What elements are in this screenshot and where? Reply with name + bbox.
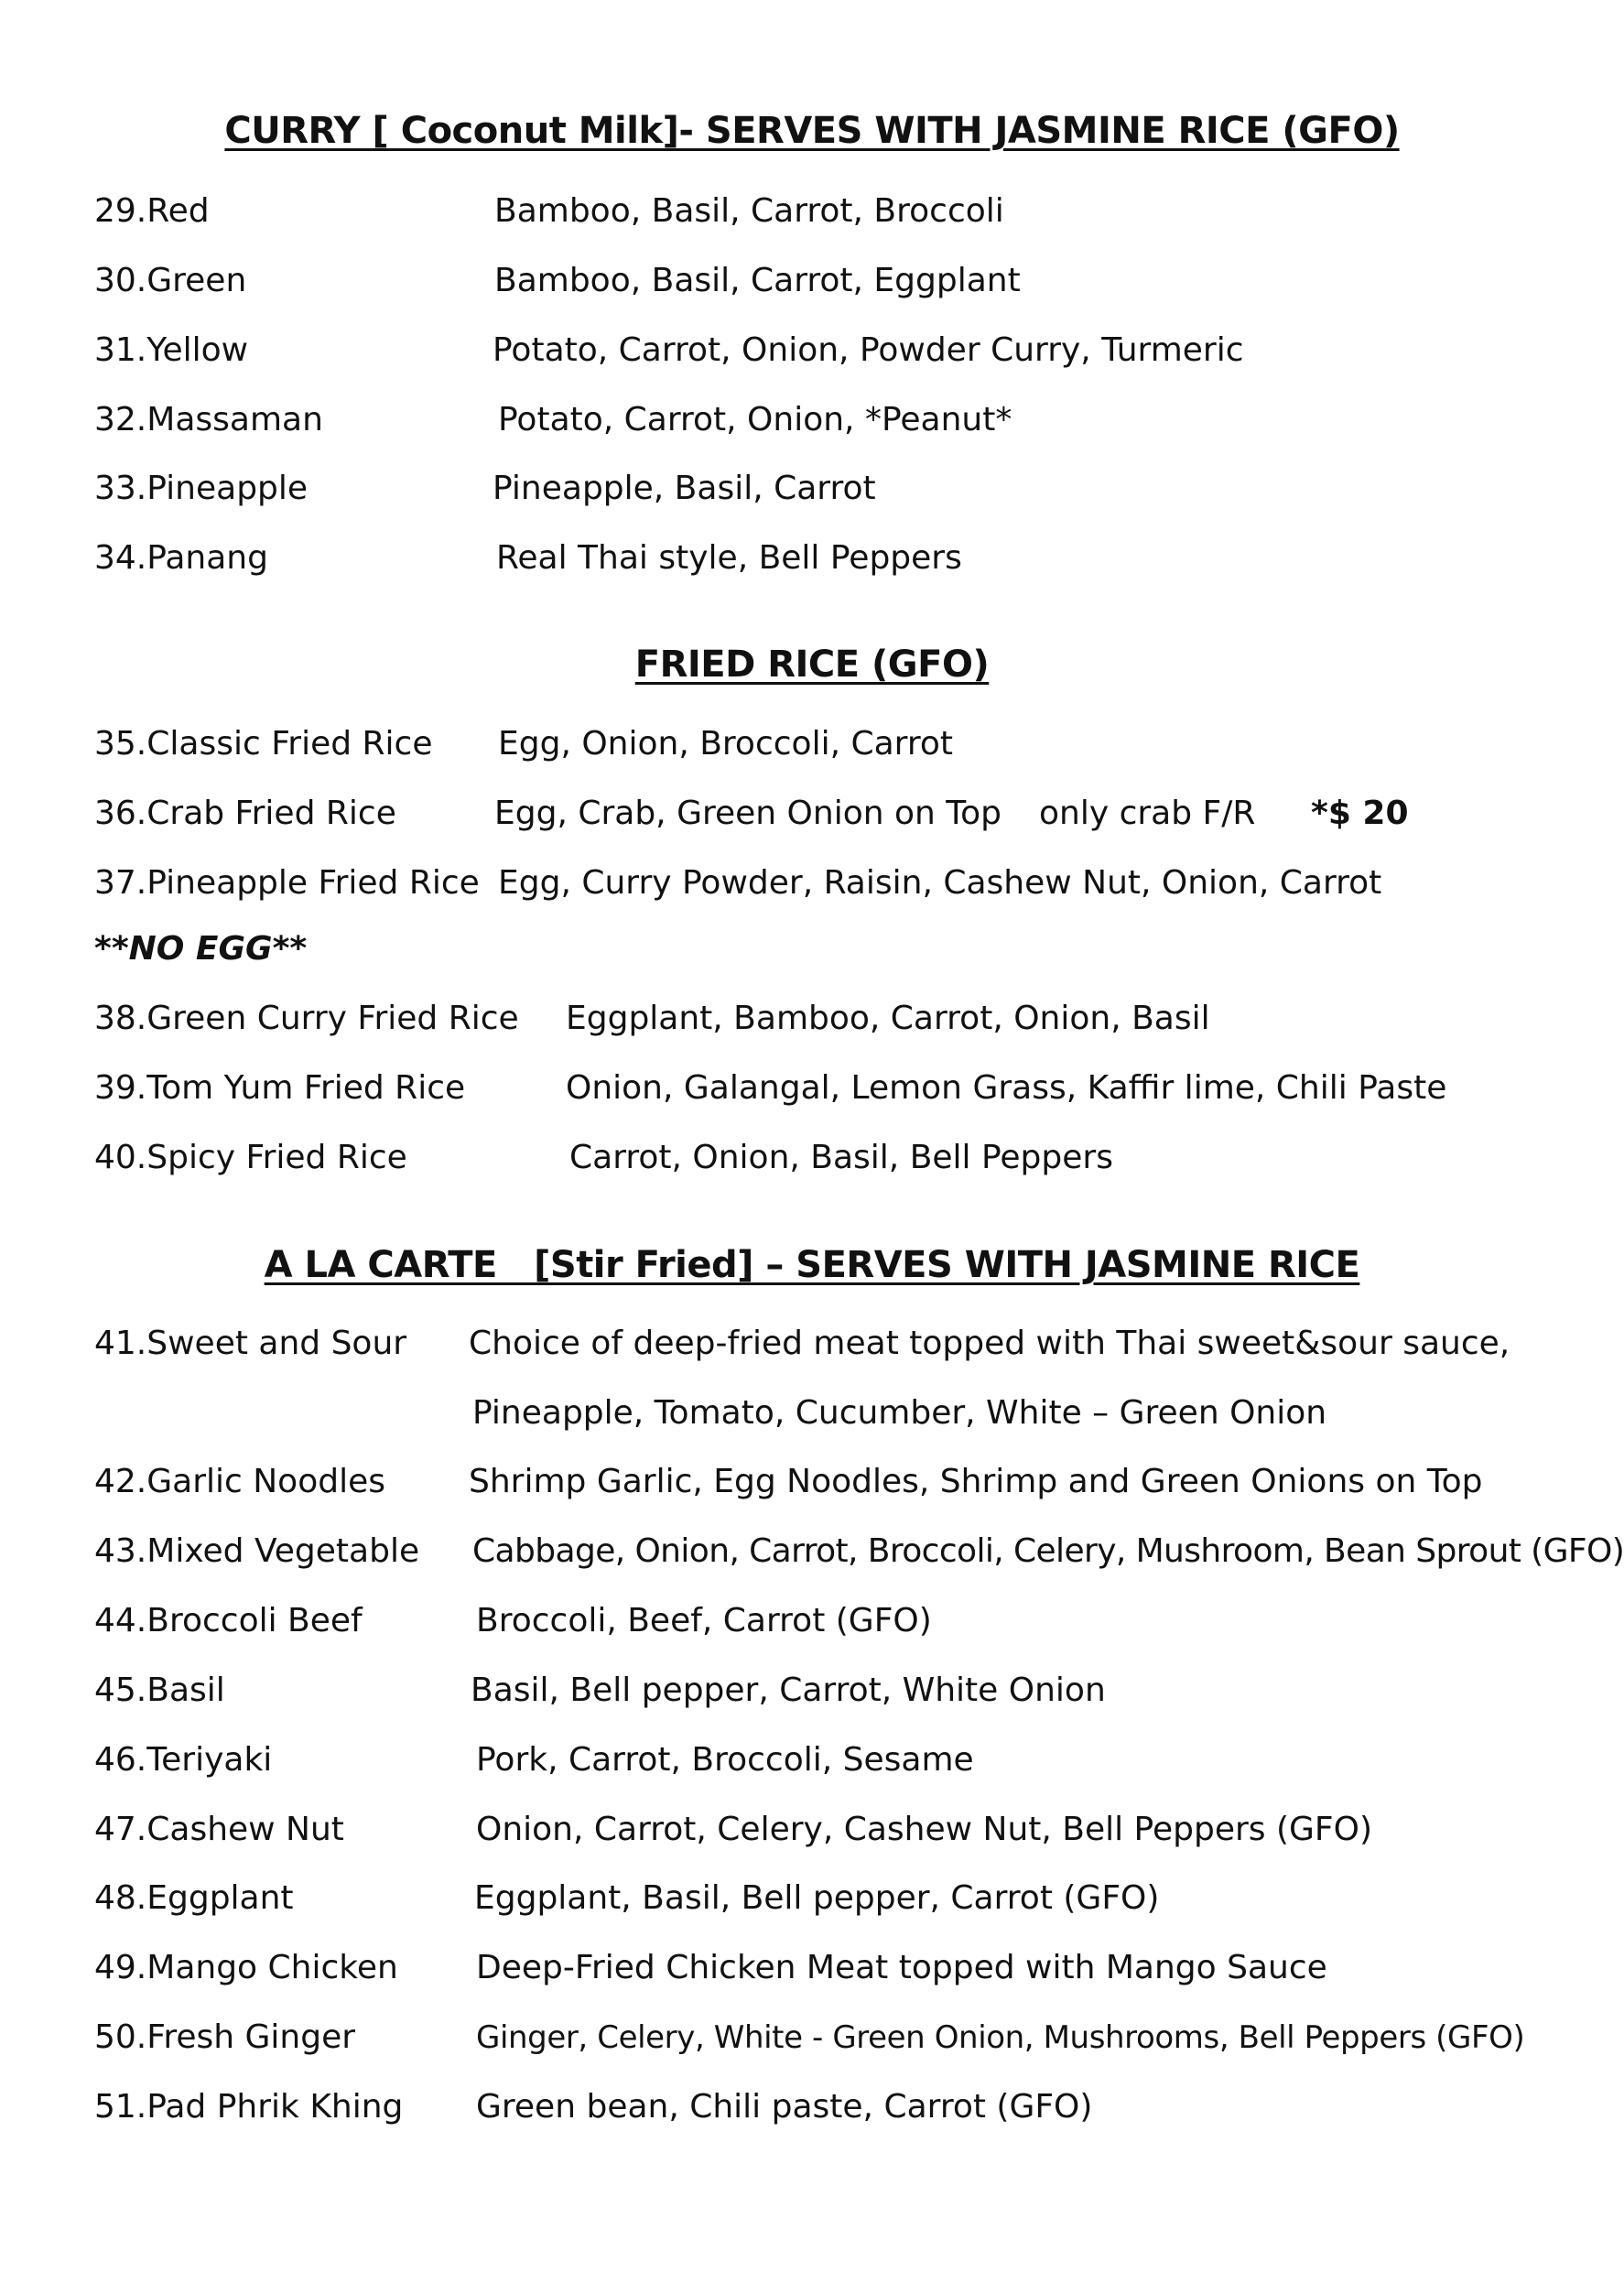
menu-item-description: Basil, Bell pepper, Carrot, White Onion xyxy=(471,1672,1106,1709)
menu-item-name: 44.Broccoli Beef xyxy=(94,1602,363,1639)
menu-item-description: Deep-Fried Chicken Meat topped with Mango Sauce xyxy=(476,1949,1327,1986)
menu-item-description: Pineapple, Tomato, Cucumber, White – Green Onion xyxy=(472,1394,1327,1432)
menu-item-description: Bamboo, Basil, Carrot, Broccoli xyxy=(494,192,1004,230)
menu-item-name: 35.Classic Fried Rice xyxy=(94,725,433,763)
menu-item-description: Eggplant, Basil, Bell pepper, Carrot (GFO) xyxy=(474,1879,1160,1917)
menu-item-description: Onion, Galangal, Lemon Grass, Kaffir lime, Chili Paste xyxy=(566,1069,1447,1107)
menu-item-note: only crab F/R xyxy=(1039,795,1256,832)
menu-item-description: Potato, Carrot, Onion, Powder Curry, Turmeric xyxy=(493,331,1244,369)
menu-item-name: 43.Mixed Vegetable xyxy=(94,1532,420,1570)
menu-item-description: Egg, Curry Powder, Raisin, Cashew Nut, Onion, Carrot xyxy=(498,864,1382,902)
menu-item-name: 47.Cashew Nut xyxy=(94,1811,344,1848)
menu-item-description: Carrot, Onion, Basil, Bell Peppers xyxy=(569,1139,1113,1176)
no-egg-label: **NO EGG** xyxy=(94,930,308,968)
menu-item-description: Pineapple, Basil, Carrot xyxy=(493,470,876,507)
menu-item-name: 29.Red xyxy=(94,192,210,230)
menu-item-name: 48.Eggplant xyxy=(94,1879,294,1917)
menu-item-description: Green bean, Chili paste, Carrot (GFO) xyxy=(476,2088,1093,2126)
menu-item-description: Broccoli, Beef, Carrot (GFO) xyxy=(476,1602,932,1639)
menu-item-name: 46.Teriyaki xyxy=(94,1741,273,1779)
menu-item-description: Choice of deep-fried meat topped with Thai sweet&sour sauce, xyxy=(469,1325,1510,1362)
menu-item-description: Eggplant, Bamboo, Carrot, Onion, Basil xyxy=(566,1000,1210,1037)
fried-rice-section-title: FRIED RICE (GFO) xyxy=(634,644,990,686)
menu-item-description: Shrimp Garlic, Egg Noodles, Shrimp and Green Onions on Top xyxy=(469,1463,1483,1500)
menu-item-name: 34.Panang xyxy=(94,539,268,577)
menu-item-description: Real Thai style, Bell Peppers xyxy=(496,539,962,577)
menu-item-name: 41.Sweet and Sour xyxy=(94,1325,407,1362)
menu-item-description: Pork, Carrot, Broccoli, Sesame xyxy=(476,1741,974,1779)
menu-item-description: Egg, Crab, Green Onion on Top xyxy=(494,795,1002,832)
menu-item-name: 32.Massaman xyxy=(94,401,323,438)
menu-item-description: Potato, Carrot, Onion, *Peanut* xyxy=(498,401,1012,438)
curry-section-title: CURRY [ Coconut Milk]- SERVES WITH JASMINE RICE (GFO) xyxy=(224,110,1400,152)
menu-item-description: Ginger, Celery, White - Green Onion, Mushrooms, Bell Peppers (GFO) xyxy=(476,2019,1525,2056)
menu-item-name: 50.Fresh Ginger xyxy=(94,2018,356,2056)
menu-item-name: 33.Pineapple xyxy=(94,470,309,507)
menu-item-name: 45.Basil xyxy=(94,1672,225,1709)
menu-item-name: 36.Crab Fried Rice xyxy=(94,795,396,832)
menu-item-description: Bamboo, Basil, Carrot, Eggplant xyxy=(494,262,1021,299)
menu-item-name: 40.Spicy Fried Rice xyxy=(94,1139,407,1176)
menu-item-name: 51.Pad Phrik Khing xyxy=(94,2088,404,2126)
a-la-carte-section-title: A LA CARTE [Stir Fried] – SERVES WITH JASMINE RICE xyxy=(264,1244,1360,1286)
menu-item-description: Egg, Onion, Broccoli, Carrot xyxy=(498,725,953,763)
menu-item-name: 42.Garlic Noodles xyxy=(94,1463,385,1500)
menu-item-name: 37.Pineapple Fried Rice xyxy=(94,864,480,902)
menu-item-name: 38.Green Curry Fried Rice xyxy=(94,1000,519,1037)
menu-item-description: Cabbage, Onion, Carrot, Broccoli, Celery, Mushroom, Bean Sprout (GFO) xyxy=(472,1532,1624,1570)
menu-item-name: 31.Yellow xyxy=(94,331,249,369)
menu-item-name: 39.Tom Yum Fried Rice xyxy=(94,1069,466,1107)
menu-item-description: Onion, Carrot, Celery, Cashew Nut, Bell Peppers (GFO) xyxy=(476,1811,1373,1848)
menu-item-price: *$ 20 xyxy=(1311,795,1409,832)
menu-item-name: 30.Green xyxy=(94,262,247,299)
menu-item-name: 49.Mango Chicken xyxy=(94,1949,398,1986)
